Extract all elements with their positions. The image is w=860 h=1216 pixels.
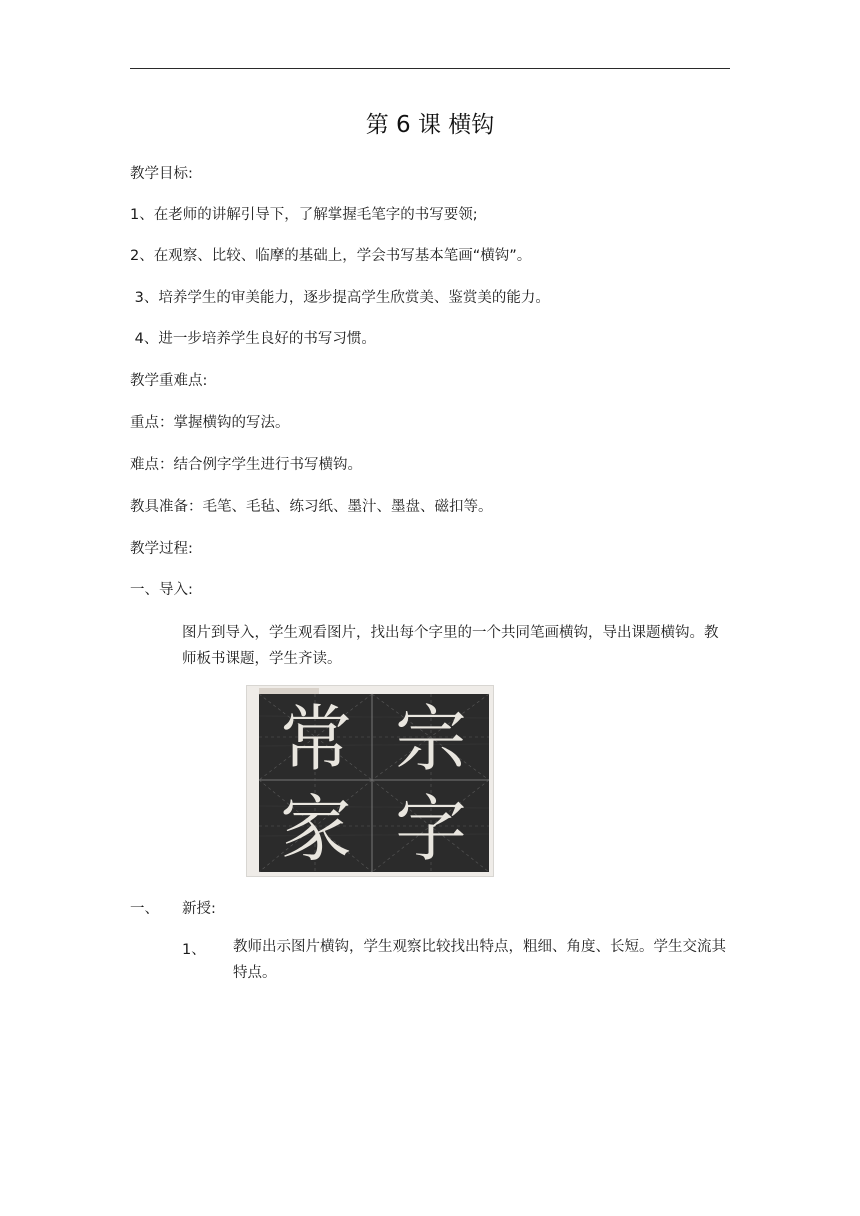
materials: 教具准备：毛笔、毛毡、练习纸、墨汁、墨盘、磁扣等。	[130, 499, 493, 515]
objective-item: 2、在观察、比较、临摩的基础上，学会书写基本笔画“横钩”。	[130, 248, 532, 264]
calligraphy-character: 字	[394, 787, 468, 871]
calligraphy-image	[246, 685, 494, 877]
objective-item: 4、进一步培养学生良好的书写习惯。	[130, 331, 376, 347]
header-rule	[130, 68, 730, 69]
new-lesson-number: 一、	[130, 901, 159, 917]
objective-item: 1、在老师的讲解引导下，了解掌握毛笔字的书写要领;	[130, 207, 478, 223]
intro-paragraph: 图片到导入，学生观看图片，找出每个字里的一个共同笔画横钩，导出课题横钩。教师板书课题，学生齐读。	[182, 625, 719, 667]
difficult-point: 难点：结合例字学生进行书写横钩。	[130, 457, 362, 473]
objectives-heading: 教学目标:	[130, 166, 193, 182]
calligraphy-character: 宗	[394, 697, 468, 781]
key-points-heading: 教学重难点:	[130, 373, 208, 389]
new-lesson-heading: 新授:	[182, 901, 216, 917]
step-text: 教师出示图片横钩，学生观察比较找出特点，粗细、角度、长短。学生交流其特点。	[233, 939, 726, 981]
calligraphy-character: 家	[279, 787, 353, 871]
step-number: 1、	[182, 942, 206, 958]
intro-heading: 一、导入:	[130, 582, 193, 598]
page-title: 第 6 课 横钩	[365, 112, 495, 138]
process-heading: 教学过程:	[130, 541, 193, 557]
objective-item: 3、培养学生的审美能力，逐步提高学生欣赏美、鉴赏美的能力。	[130, 290, 550, 306]
calligraphy-character: 常	[279, 697, 353, 781]
key-point: 重点：掌握横钩的写法。	[130, 415, 290, 431]
